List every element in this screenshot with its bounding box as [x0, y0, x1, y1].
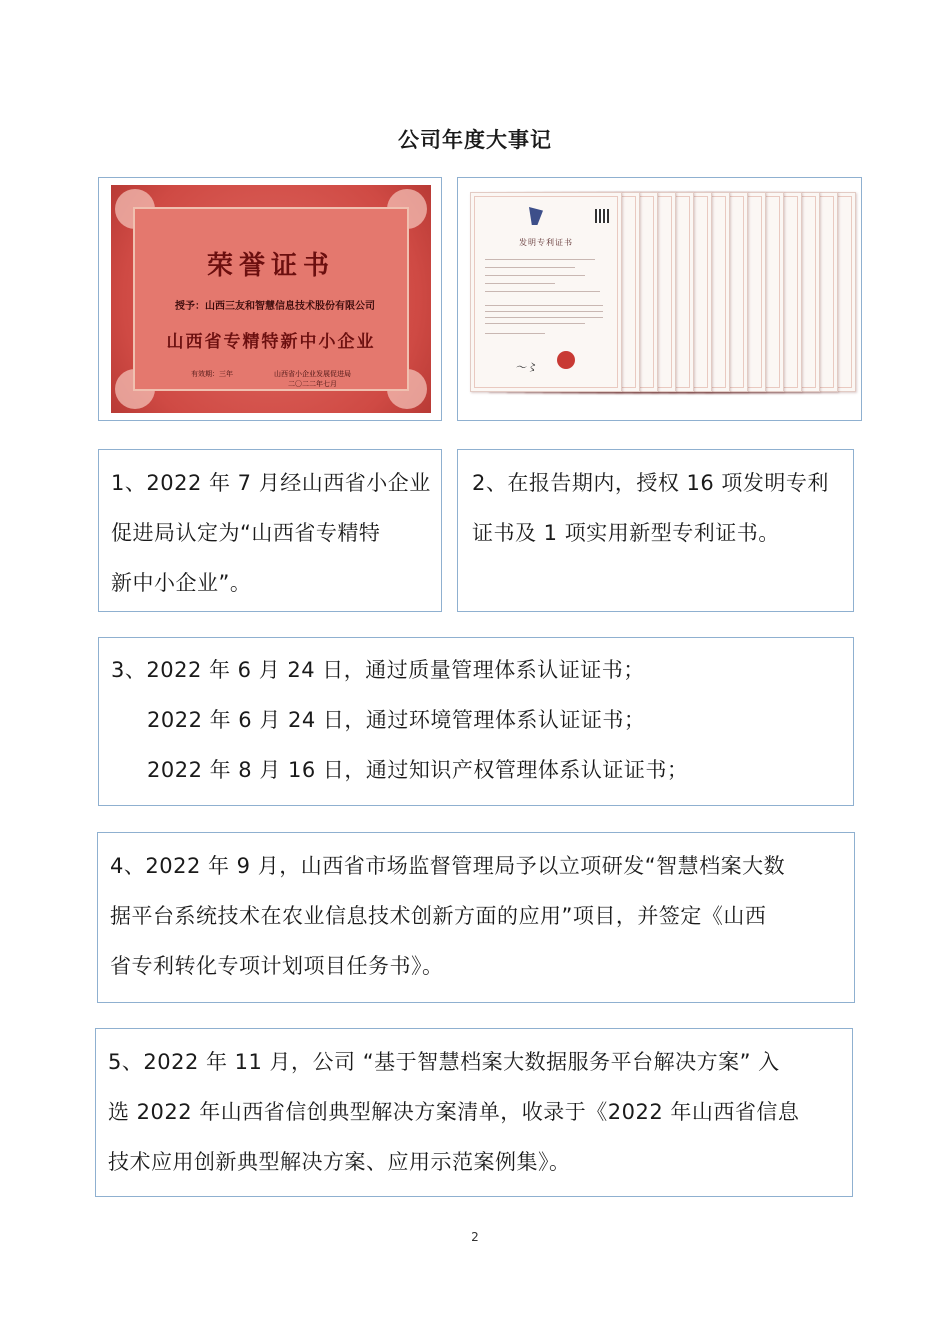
page-title: 公司年度大事记	[398, 128, 552, 152]
event-2-line: 证书及 1 项实用新型专利证书。	[472, 521, 780, 545]
event-4-line: 省专利转化专项计划项目任务书》。	[110, 954, 444, 978]
honor-certificate-validity: 有效期：三年	[191, 370, 233, 378]
honor-certificate-award: 山西省专精特新中小企业	[166, 332, 376, 352]
patent-certificates-frame	[457, 177, 862, 421]
event-5-line: 选 2022 年山西省信创典型解决方案清单，收录于《2022 年山西省信息	[108, 1100, 800, 1124]
event-5-line: 技术应用创新典型解决方案、应用示范案例集》。	[108, 1150, 571, 1174]
patent-certificate-front	[470, 192, 622, 392]
event-1-line: 1、2022 年 7 月经山西省小企业	[111, 471, 431, 495]
signature-icon: 〜〻	[515, 361, 537, 374]
event-3-line: 2022 年 8 月 16 日，通过知识产权管理体系认证证书；	[147, 758, 689, 782]
patent-certificate-heading: 发明专利证书	[519, 238, 573, 247]
event-box-1	[98, 449, 442, 612]
honor-certificate-frame	[98, 177, 442, 421]
honor-certificate-date: 二〇二二年七月	[288, 380, 337, 388]
event-box-5	[95, 1028, 853, 1197]
event-1-line: 促进局认定为“山西省专精特	[111, 521, 381, 545]
event-2-line: 2、在报告期内，授权 16 项发明专利	[472, 471, 829, 495]
event-5-line: 5、2022 年 11 月，公司 “基于智慧档案大数据服务平台解决方案” 入	[108, 1050, 780, 1074]
honor-certificate-issuer-block	[274, 369, 351, 389]
honor-certificate-recipient: 授予：山西三友和智慧信息技术股份有限公司	[175, 301, 375, 312]
event-3-line: 3、2022 年 6 月 24 日，通过质量管理体系认证证书；	[111, 658, 645, 682]
qr-code-icon	[595, 209, 609, 223]
page-number: 2	[471, 1230, 479, 1244]
event-3-line: 2022 年 6 月 24 日，通过环境管理体系认证证书；	[147, 708, 646, 732]
honor-certificate-image	[111, 185, 431, 413]
event-box-3	[98, 637, 854, 806]
event-1-line: 新中小企业”。	[111, 571, 252, 595]
event-box-4	[97, 832, 855, 1003]
event-box-2	[457, 449, 854, 612]
honor-certificate-issuer: 山西省小企业发展促进局	[274, 370, 351, 378]
honor-certificate-heading: 荣誉证书	[206, 251, 335, 281]
event-4-line: 据平台系统技术在农业信息技术创新方面的应用”项目，并签定《山西	[110, 904, 767, 928]
national-emblem-icon	[557, 351, 575, 369]
event-4-line: 4、2022 年 9 月，山西省市场监督管理局予以立项研发“智慧档案大数	[110, 854, 786, 878]
